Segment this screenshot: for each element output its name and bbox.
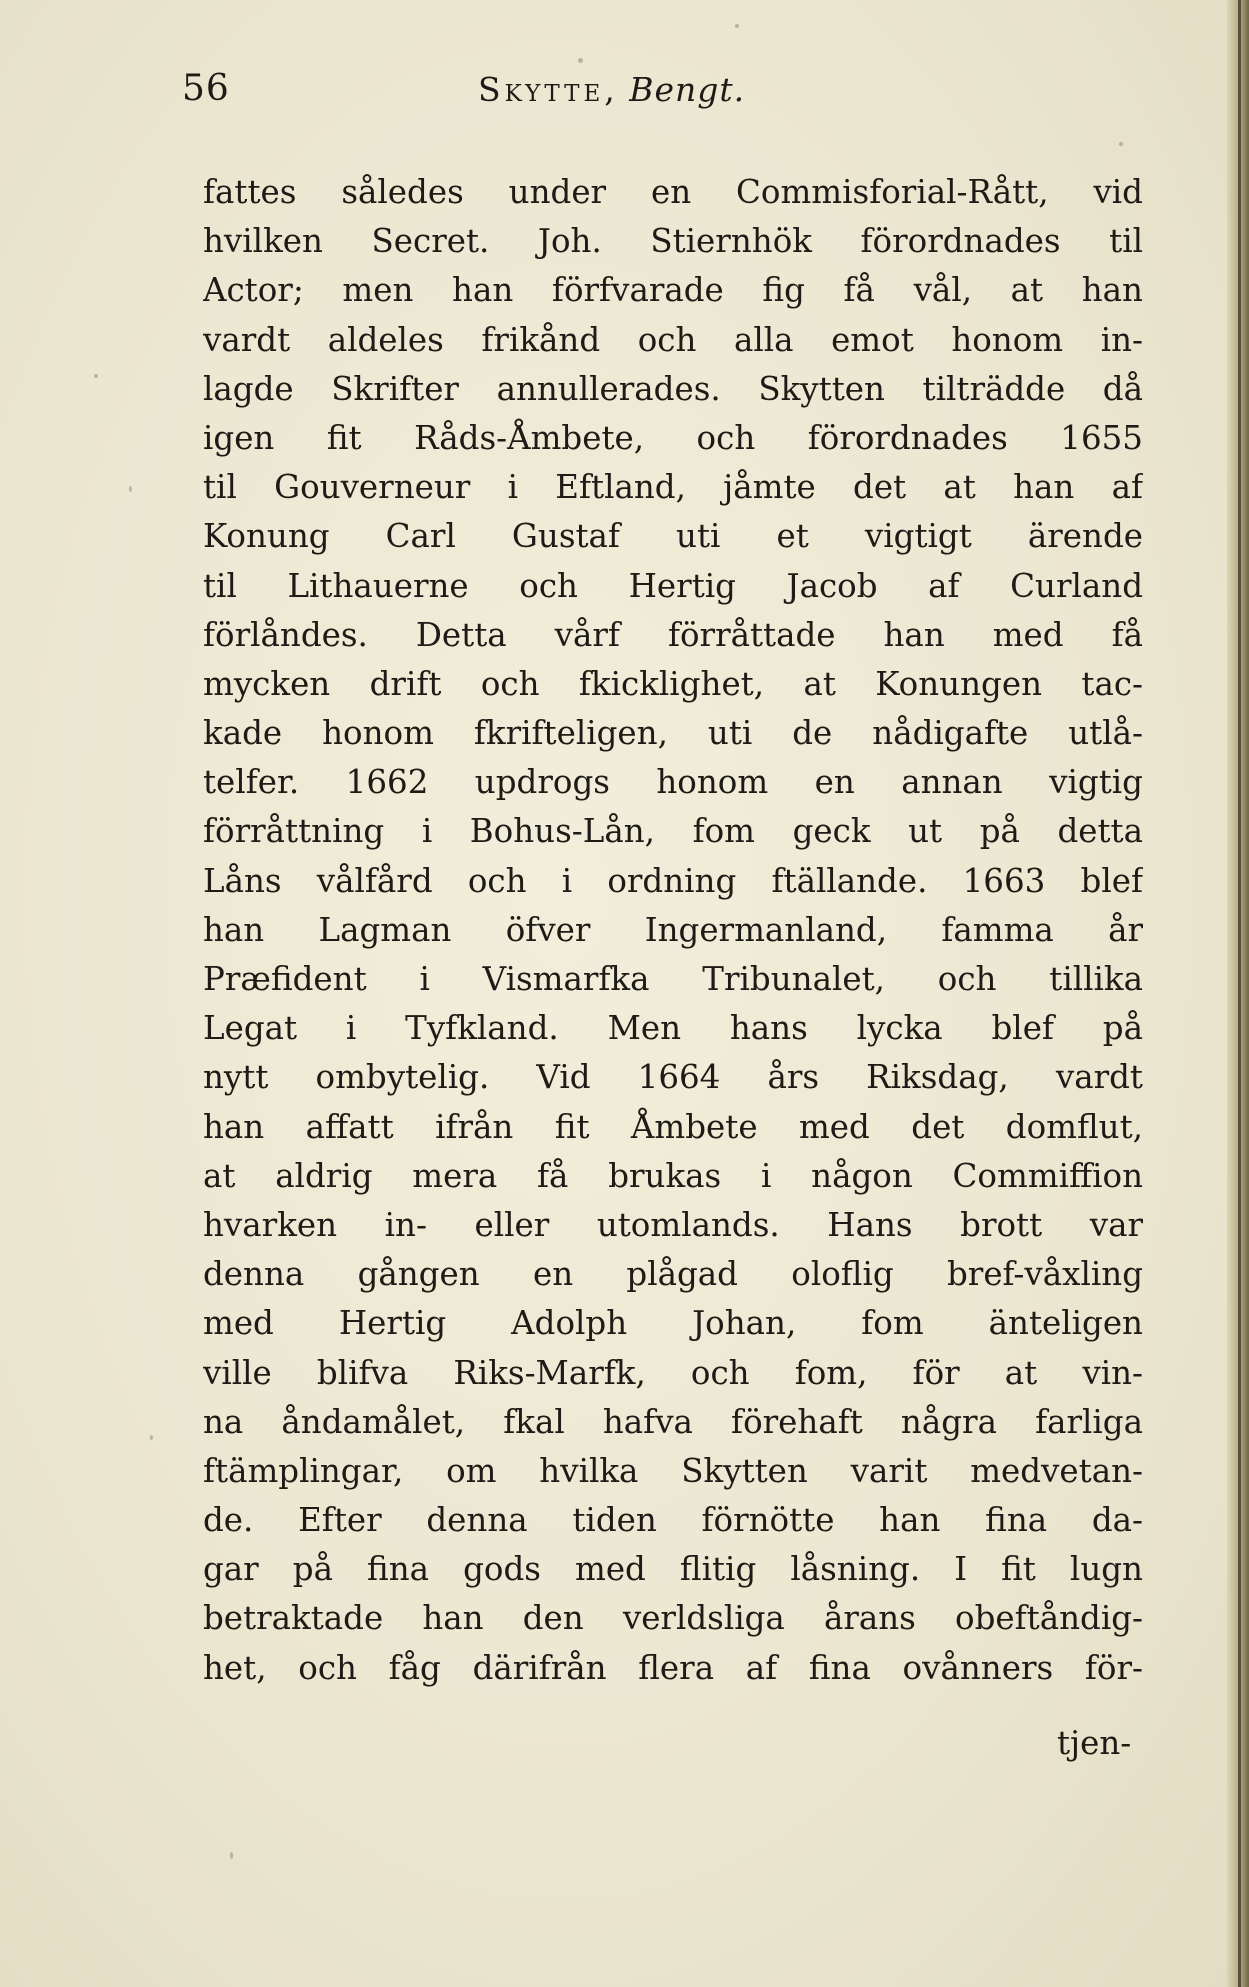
text-line: lagde Skrifter annullerades. Skytten tilträdde då [203,369,1143,408]
text-line: med Hertig Adolph Johan, fom änteligen [203,1304,1143,1343]
text-line: het, och fåg därifrån flera af fina ovånners för- [203,1648,1143,1687]
text-line: förlåndes. Detta vårf förråttade han med få [203,615,1143,654]
text-line: at aldrig mera få brukas i någon Commiffion [203,1156,1143,1195]
text-line: Legat i Tyfkland. Men hans lycka blef på [203,1009,1143,1048]
text-line: kade honom fkrifteligen, uti de nådigafte utlå- [203,714,1143,753]
text-line: Præfident i Vismarfka Tribunalet, och tillika [203,960,1143,998]
text-line: igen fit Råds-Åmbete, och förordnades 1655 [203,418,1143,457]
page-number: 56 [182,68,230,109]
text-line: nytt ombytelig. Vid 1664 års Riksdag, vardt [203,1058,1143,1097]
text-line: mycken drift och fkicklighet, at Konungen tac- [203,664,1143,703]
text-line: Låns vålfård och i ordning ftällande. 1663 blef [203,861,1143,900]
text-line: denna gången en plågad oloflig bref-våxling [203,1255,1143,1294]
text-line: gar på fina gods med flitig låsning. I fit lugn [203,1550,1143,1589]
text-line: hvilken Secret. Joh. Stiernhök förordnades til [203,222,1143,261]
running-head-given-name: Bengt. [629,70,746,109]
text-line: na åndamålet, fkal hafva förehaft några farliga [203,1402,1143,1441]
running-head-name: Skytte, [478,70,619,109]
text-line: fattes således under en Commisforial-Rått, vid [203,173,1143,211]
text-line: til Lithauerne och Hertig Jacob af Curland [203,566,1143,605]
text-line: ftämplingar, om hvilka Skytten varit medvetan- [203,1451,1143,1490]
text-line: telfer. 1662 updrogs honom en annan vigtig [203,763,1143,802]
text-line: ville blifva Riks-Marfk, och fom, för at vin- [203,1353,1143,1392]
text-line: betraktade han den verldsliga årans obeftåndig- [203,1599,1143,1638]
text-line: förråttning i Bohus-Lån, fom geck ut på detta [203,812,1143,851]
text-line: vardt aldeles frikånd och alla emot honom in- [203,320,1143,359]
text-line: han Lagman öfver Ingermanland, famma år [203,910,1143,949]
catchword: tjen- [1057,1724,1132,1762]
text-line: Actor; men han förfvarade fig få vål, at han [203,271,1143,310]
text-line: han affatt ifrån fit Åmbete med det domflut, [203,1107,1143,1146]
page-header [182,68,882,128]
text-line: Konung Carl Gustaf uti et vigtigt ärende [203,517,1143,556]
body-text [203,168,1143,1693]
text-line: til Gouverneur i Eftland, jåmte det at han af [203,468,1143,507]
text-line: de. Efter denna tiden förnötte han fina da- [203,1501,1143,1540]
page-edge-line [1238,0,1241,1987]
text-line: hvarken in- eller utomlands. Hans brott var [203,1205,1143,1244]
running-head [478,70,745,109]
